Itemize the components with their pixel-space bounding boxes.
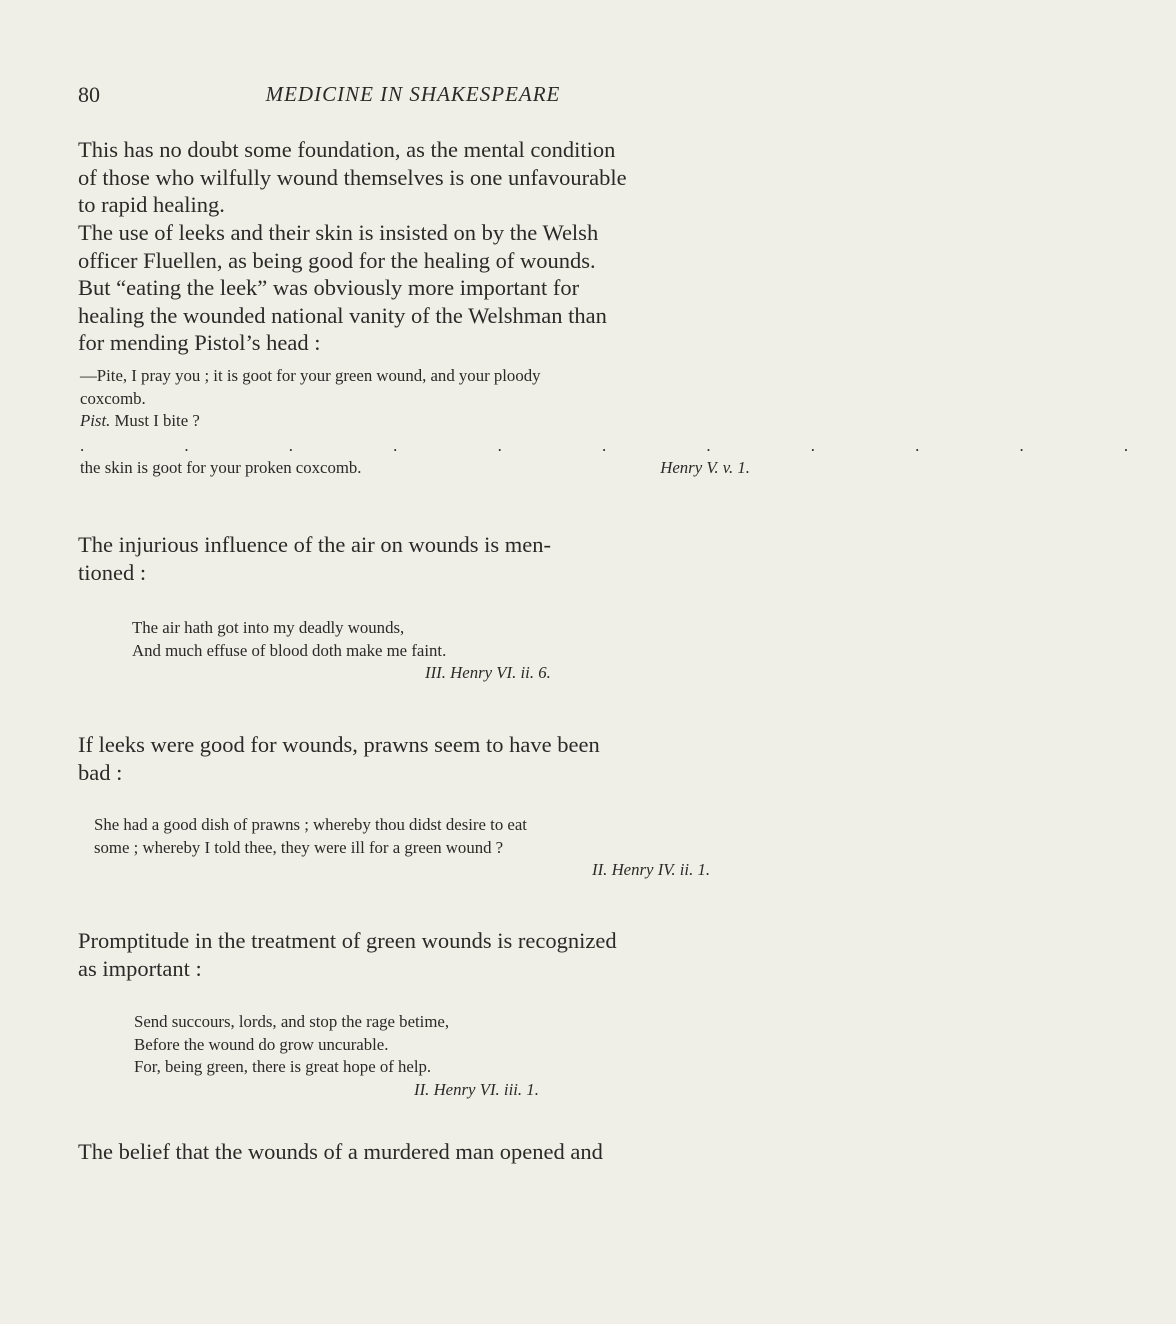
ellipsis-dots: . . . . . . . . . . .: [80, 435, 1176, 455]
citation: II. Henry VI. iii. 1.: [414, 1079, 539, 1099]
text-line: The use of leeks and their skin is insisted on by the Welsh: [78, 220, 599, 245]
page-header: [78, 82, 748, 112]
text-line: healing the wounded national vanity of the Welshman than: [78, 302, 607, 328]
citation: II. Henry IV. ii. 1.: [592, 860, 711, 879]
citation: III. Henry VI. ii. 6.: [425, 663, 551, 682]
text-line: The injurious influence of the air on wounds is men-: [78, 532, 552, 557]
text-line: tioned :: [78, 559, 147, 585]
text-line: for mending Pistol’s head :: [78, 330, 321, 356]
quote-line: [80, 410, 750, 433]
paragraph-2: [78, 219, 750, 357]
text-line: If leeks were good for wounds, prawns seem to have been: [78, 732, 600, 757]
quote-line: Send succours, lords, and stop the rage betime,: [134, 1012, 450, 1031]
text-line: But “eating the leek” was obviously more important for: [78, 275, 580, 301]
text-line: of those who wilfully wound themselves is one unfavourable: [78, 164, 627, 190]
paragraph-6: [78, 1138, 750, 1166]
quote-line: Before the wound do grow uncurable.: [134, 1034, 389, 1054]
text-line: Promptitude in the treatment of green wounds is recognized: [78, 928, 617, 953]
quotation-ii-henry-vi: [134, 1011, 750, 1101]
quotation-ii-henry-iv: [94, 814, 750, 882]
speaker-speech: Must I bite ?: [110, 411, 200, 430]
paragraph-4: [78, 731, 750, 786]
citation: Henry V. v. 1.: [660, 458, 750, 477]
text-line: as important :: [78, 955, 202, 981]
quote-line-text: the skin is goot for your proken coxcomb.: [80, 458, 362, 477]
paragraph-5: [78, 927, 750, 982]
text-line: officer Fluellen, as being good for the healing of wounds.: [78, 247, 596, 273]
speaker-name: Pist.: [80, 411, 111, 430]
running-title: MEDICINE IN SHAKESPEARE: [265, 82, 561, 106]
quote-line: She had a good dish of prawns ; whereby thou didst desire to eat: [94, 815, 527, 834]
paragraph-3: [78, 531, 750, 586]
quote-line: And much effuse of blood doth make me faint.: [132, 640, 447, 660]
page-number: 80: [78, 82, 100, 107]
text-line: bad :: [78, 759, 123, 785]
quotation-iii-henry-vi: [132, 617, 752, 685]
quote-line: some ; whereby I told thee, they were ill for a green wound ?: [94, 837, 504, 857]
quote-line: coxcomb.: [80, 388, 146, 408]
quote-line: For, being green, there is great hope of help.: [134, 1057, 432, 1076]
quotation-henry-v: [80, 365, 1176, 480]
text-line: The belief that the wounds of a murdered man opened and: [78, 1139, 603, 1164]
text-line: This has no doubt some foundation, as the mental condition: [78, 137, 616, 162]
quote-line: [80, 457, 750, 480]
quote-line: The air hath got into my deadly wounds,: [132, 618, 405, 637]
quote-line: —Pite, I pray you ; it is goot for your green wound, and your ploody: [80, 366, 541, 385]
paragraph-1: [78, 136, 750, 219]
text-line: to rapid healing.: [78, 192, 225, 218]
